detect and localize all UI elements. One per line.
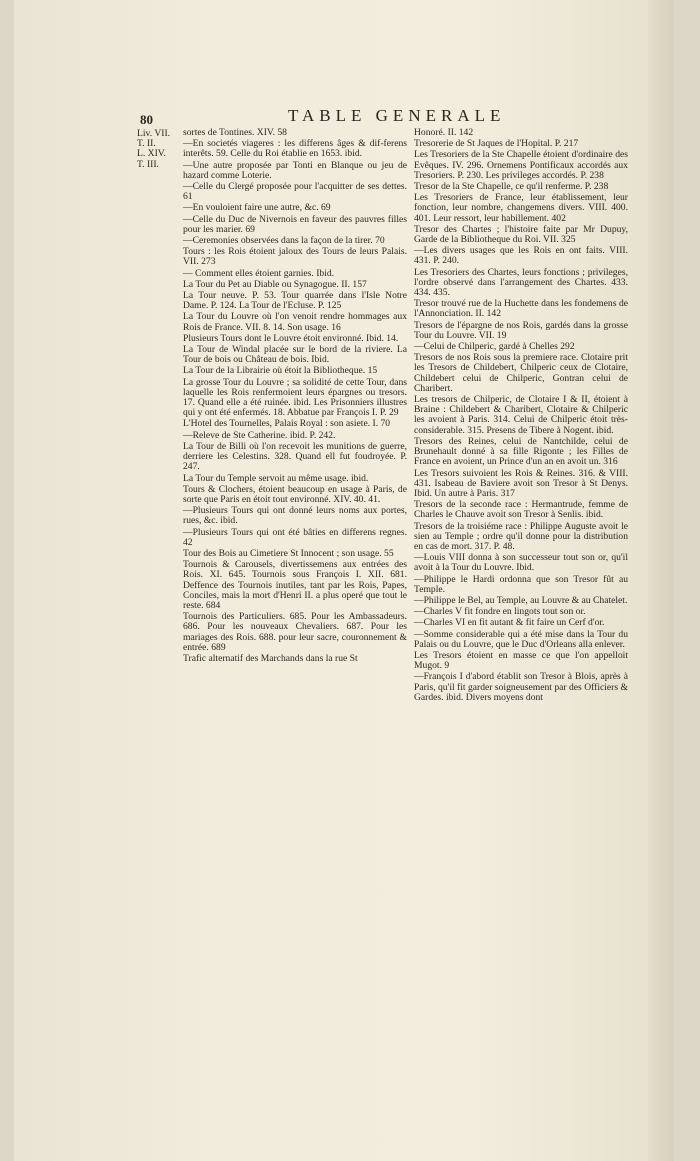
margin-ref: L. XIV.: [137, 148, 166, 160]
index-entry: Les Tresors suivoient les Rois & Reines. 316. & VIII. 431. Isabeau de Baviere avoit son Tresor à St Denys. Ibid. Un autre à Paris. 317: [414, 467, 628, 499]
index-entry: Trafic alternatif des Marchands dans la rue St: [183, 652, 358, 664]
index-entry: —Celui de Chilperic, gardé à Chelles 292: [414, 341, 575, 353]
index-entry: La Tour du Temple servoit au même usage. ibid.: [183, 472, 369, 484]
index-entry: Plusieurs Tours dont le Louvre étoit environné. Ibid. 14.: [183, 332, 399, 344]
index-entry: Tresor des Chartes ; l'histoire faite par Mr Dupuy, Garde de la Bibliotheque du Roi. VII. 325: [414, 223, 628, 246]
index-entry: Les Tresoriers de la Ste Chapelle étoient d'ordinaire des Evêques. IV. 296. Ornemens Pontificaux accordés aux Tresoriers. P. 230. Les privileges accordés. P. 238: [414, 149, 628, 181]
index-entry: Les tresors de Chilperic, de Clotaire I & II, étoient à Braine : Childebert & Charibert, Clotaire & Chilperic les avoient à Paris. 314. Celui de Chilperic étoit très-considerable. 315. Presens de Tibere à Nogent. ibid.: [414, 394, 628, 436]
index-entry: La Tour de Windal placée sur le bord de la riviere. La Tour de bois ou Château de bois. Ibid.: [183, 344, 407, 366]
index-entry: Tresor de la Ste Chapelle, ce qu'il renferme. P. 238: [414, 181, 609, 193]
index-entry: —Philippe le Bel, au Temple, au Louvre & au Chatelet.: [414, 594, 628, 606]
index-entry: Tour des Bois au Cimetiere St Innocent ; son usage. 55: [183, 547, 394, 559]
index-entry: —Plusieurs Tours qui ont donné leurs noms aux portes, rues, &c. ibid.: [183, 505, 407, 527]
index-entry: Tresors de la seconde race : Hermantrude, femme de Charles le Chauve avoit son Tresor à Senlis. ibid.: [414, 499, 628, 521]
index-entry: —Plusieurs Tours qui ont été bâties en differens regnes. 42: [183, 526, 407, 548]
index-entry: —Une autre proposée par Tonti en Blanque ou jeu de hazard comme Loterie.: [183, 159, 407, 181]
index-entry: L'Hotel des Tournelles, Palais Royal : son asiete. I. 70: [183, 418, 391, 430]
index-entry: Tresors de l'épargne de nos Rois, gardés dans la grosse Tour du Louvre. VII. 19: [414, 319, 628, 341]
index-entry: La Tour de la Librairie où étoit la Bibliotheque. 15: [183, 365, 378, 377]
index-entry: Tours & Clochers, étoient beaucoup en usage à Paris, de sorte que Paris en étoit tout environné. XIV. 40. 41.: [183, 483, 407, 505]
index-entry: sortes de Tontines. XIV. 58: [183, 127, 287, 138]
index-entry: Honoré. II. 142: [414, 127, 474, 138]
page-number: 80: [140, 112, 153, 127]
margin-ref: T. II.: [137, 138, 156, 150]
index-entry: —Ceremonies observées dans la façon de la tirer. 70: [183, 235, 385, 247]
index-entry: Tournois des Particuliers. 685. Pour les Ambassadeurs. 686. Pour les nouveaux Chevaliers. 687. Pour les mariages des Rois. 688. pour leur sacre, couronnement & entrée. 689: [183, 611, 407, 653]
index-entry: Les Tresoriers de France, leur établissement, leur fonction, leur nombre, changemens divers. VIII. 400. 401. Leur ressort, leur habillement. 402: [414, 192, 628, 224]
index-entry: La grosse Tour du Louvre ; sa solidité de cette Tour, dans laquelle les Rois renfermoient leurs épargnes ou tresors. 17. Quand elle a été ruinée. ibid. Les Prisonniers illustres qui y ont été enfermés. 18. Abbatue par François I. P. 29: [183, 376, 407, 419]
index-entry: —En societés viageres : les differens âges & dif-ferens interêts. 59. Celle du Roi établie en 1653. ibid.: [183, 138, 407, 160]
index-entry: Tournois & Carousels, divertissemens aux entrées des Rois. XI. 645. Tournois sous François I. XII. 681. Deffence des Tournois inutiles, tant par les Rois, Papes, Conciles, mais la mort d'Henri II. a plus operé que tout le reste. 684: [183, 559, 407, 611]
index-entry: Les Tresoriers des Chartes, leurs fonctions ; privileges, l'ordre observé dans l'arrangement des Chartes. 433. 434. 435.: [414, 266, 628, 299]
index-entry: La Tour de Billi où l'on recevoit les munitions de guerre, derriere les Celestins. 328. Quand ell fut foudroyée. P. 247.: [183, 440, 407, 473]
index-entry: Tresors des Reines, celui de Nantchilde, celui de Brunehault donné à sa fille Rigonte ; les Filles de France en avoient, un Prince d'un an en avoit un. 316: [414, 435, 628, 468]
left-index-column: [183, 128, 407, 665]
index-entry: Tresor trouvé rue de la Huchette dans les fondemens de l'Annonciation. II. 142: [414, 298, 628, 320]
index-entry: Tresors de nos Rois sous la premiere race. Clotaire prit les Tresors de Childebert, Chilperic ceux de Clotaire, Childebert celui de Chilperic, Gontran celui de Charibert.: [414, 352, 628, 394]
index-entry: —Somme considerable qui a été mise dans la Tour du Palais ou du Louvre, que le Duc d'Orleans alla enlever.: [414, 628, 628, 650]
running-title: TABLE GENERALE: [288, 106, 506, 125]
margin-ref: T. III.: [137, 158, 159, 170]
index-entry: — Comment elles étoient garnies. Ibid.: [183, 267, 335, 279]
index-entry: —Charles V fit fondre en lingots tout son or.: [414, 606, 586, 618]
margin-references: [137, 129, 181, 170]
index-entry: Tours : les Rois étoient jaloux des Tours de leurs Palais. VII. 273: [183, 246, 407, 268]
index-entry: —Charles VI en fit autant & fit faire un Cerf d'or.: [414, 617, 605, 629]
index-entry: Tresors de la troisiéme race : Philippe Auguste avoit le sien au Temple ; ordre qu'il donne pour la distribution en cas de mort. 317. P. 48.: [414, 520, 628, 552]
index-entry: La Tour neuve. P. 53. Tour quarrée dans l'Isle Notre Dame. P. 124. La Tour de l'Ecluse. P. 125: [183, 290, 407, 312]
index-entry: Les Tresors étoient en masse ce que l'on appelloit Mugot. 9: [414, 649, 628, 672]
margin-ref: Liv. VII.: [137, 128, 171, 139]
index-entry: La Tour du Louvre où l'on venoit rendre hommages aux Rois de France. VII. 8. 14. Son usage. 16: [183, 311, 407, 333]
index-entry: —Les divers usages que les Rois en ont faits. VIII. 431. P. 240.: [414, 245, 628, 267]
page-gutter: [648, 0, 674, 1161]
index-entry: —Celle du Duc de Nivernois en faveur des pauvres filles pour les marier. 69: [183, 213, 407, 235]
index-entry: La Tour du Pet au Diable ou Synagogue. II. 157: [183, 278, 367, 290]
index-entry: —Celle du Clergé proposée pour l'acquitter de ses dettes. 61: [183, 181, 407, 203]
index-entry: —François I d'abord établit son Tresor à Blois, après à Paris, qu'il fit garder soigneusement par des Officiers & Gardes. ibid. Divers moyens dont: [414, 671, 628, 703]
index-entry: —En vouloient faire une autre, &c. 69: [183, 202, 331, 214]
index-entry: —Releve de Ste Catherine. ibid. P. 242.: [183, 429, 336, 441]
index-entry: Tresorerie de St Jaques de l'Hopital. P. 217: [414, 138, 579, 150]
index-entry: —Louis VIII donna à son successeur tout son or, qu'il avoit à la Tour du Louvre. Ibid.: [414, 552, 628, 574]
index-entry: —Philippe le Hardi ordonna que son Tresor fût au Temple.: [414, 573, 628, 595]
right-index-column: [414, 128, 628, 704]
